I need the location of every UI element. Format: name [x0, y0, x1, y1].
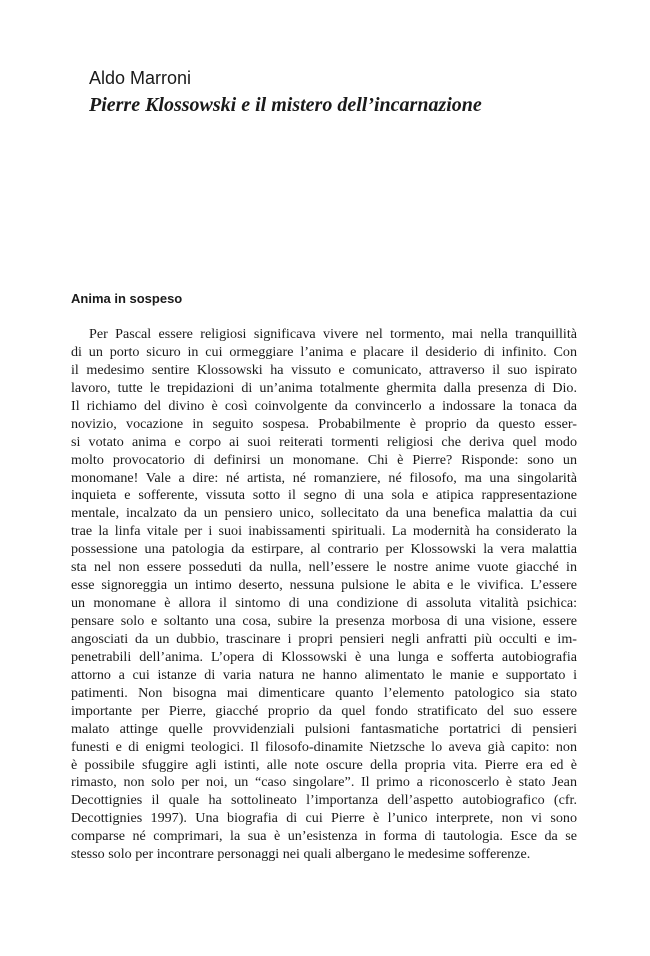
paragraph-line: patimenti. Non bisogna mai dimenticare quanto l’elemento patologico sia stato — [71, 684, 577, 701]
paragraph-line: Decottignies il quale ha sottolineato l’importanza dell’aspetto autobiografico (cfr. — [71, 792, 577, 809]
paragraph-line: possessione una patologia da estirpare, al contrario per Klossowski la vera malattia — [71, 541, 577, 558]
author-name: Aldo Marroni — [89, 68, 192, 88]
paragraph-line: funesti e di enigmi teologici. Il filosofo-dinamite Nietzsche lo aveva già capito: non — [71, 738, 577, 755]
paragraph-line: è possibile sfuggire agli istinti, alle note oscure della propria vita. Pierre era ed è — [71, 756, 577, 773]
paragraph-line: stesso solo per incontrare personaggi nei quali albergano le medesime sofferenze. — [71, 846, 531, 863]
paragraph-line: il medesimo sentire Klossowski ha vissuto e comunicato, attraverso il suo ispirato — [71, 361, 577, 378]
paragraph-line: angosciati da un dubbio, trascinare i propri pensieri negli anfratti più occulti e im- — [71, 630, 577, 647]
paragraph-line: si votato anima e corpo ai suoi reiterati tormenti religiosi che deriva quel modo — [71, 433, 577, 450]
paragraph-line: malato attinge quelle provvidenziali pulsioni fantasmatiche portatrici di pensieri — [71, 720, 577, 737]
paragraph-line: rimasto, non solo per noi, un “caso singolare”. Il primo a riconoscerlo è stato Jean — [71, 774, 577, 791]
paragraph-line: Per Pascal essere religiosi significava vivere nel tormento, mai nella tranquillità — [89, 326, 577, 342]
paragraph-line: molto provocatorio di definirsi un monomane. Chi è Pierre? Risponde: sono un — [71, 451, 577, 468]
paragraph-line: attorno a cui istanze di varia natura ne hanno alimentato le manie e supportato i — [71, 666, 577, 683]
paragraph-line: un monomane è allora il sintomo di una condizione di assoluta vitalità psichica: — [71, 595, 577, 612]
paragraph-line: esse signoreggia un intimo deserto, nessuna pulsione le abita e le vivifica. L’essere — [71, 577, 577, 594]
paragraph-line: importante per Pierre, giacché proprio da quel fondo stratificato del suo essere — [71, 702, 577, 719]
paragraph-line: comparse né comprimari, la sua è un’esistenza in forma di tautologia. Esce da se — [71, 828, 577, 845]
paragraph-line: di un porto sicuro in cui ormeggiare l’anima e placare il desiderio di infinito. Con — [71, 343, 577, 360]
paragraph-line: Decottignies 1997). Una biografia di cui Pierre è l’unico interprete, non vi sono — [71, 810, 577, 827]
paragraph-line: monomane! Vale a dire: né artista, né romanziere, né filosofo, ma una singolarità — [71, 469, 577, 486]
paragraph-line: novizio, vocazione in seguito sospesa. Probabilmente è proprio da questo esser- — [71, 415, 577, 432]
paragraph-line: trae la linfa vitale per i suoi inabissamenti spirituali. La modernità ha considerato la — [71, 523, 577, 540]
paragraph-line: inquieta e sofferente, vissuta sotto il segno di una sola e atipica rappresentazione — [71, 487, 577, 504]
paragraph-line: Il richiamo del divino è così coinvolgente da convincerlo a indossare la tonaca da — [71, 397, 577, 414]
body-paragraph — [71, 326, 577, 864]
section-heading: Anima in sospeso — [71, 291, 183, 306]
paragraph-line: penetrabili dell’anima. L’opera di Klossowski è una lunga e sofferta autobiografia — [71, 648, 577, 665]
paragraph-line: mentale, incalzato da un pensiero unico, sollecitato da una benefica malattia da cui — [71, 505, 577, 522]
article-title: Pierre Klossowski e il mistero dell’incarnazione — [89, 94, 482, 116]
paragraph-line: pensare solo e soltanto una cosa, subire la presenza morbosa di una visione, essere — [71, 613, 577, 629]
paragraph-line: sta nel non essere posseduti da nulla, nell’essere le nostre anime vuote giacché in — [71, 559, 577, 576]
paragraph-line: lavoro, tutte le trepidazioni di un’anima totalmente ghermita dalla presenza di Dio. — [71, 379, 577, 396]
